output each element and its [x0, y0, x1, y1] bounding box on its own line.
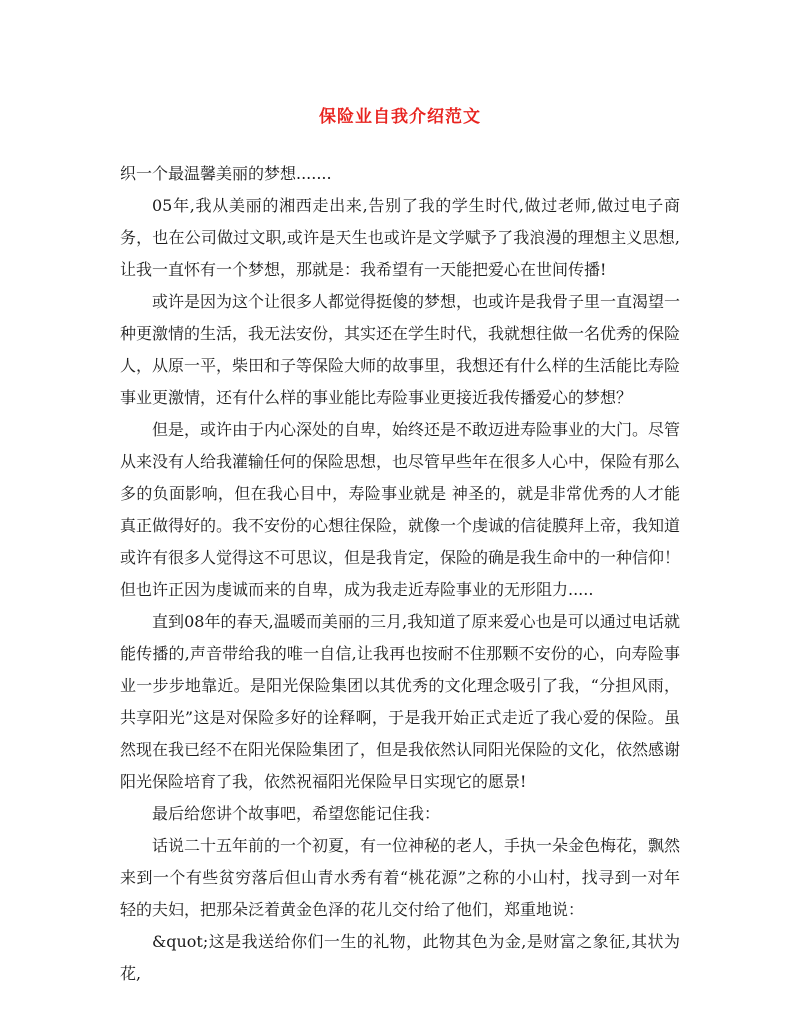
paragraph-hesitation: 但是，或许由于内心深处的自卑，始终还是不敢迈进寿险事业的大门。尽管从来没有人给我灌输任何的保险思想，也尽管早些年在很多人心中，保险有那么多的负面影响，但在我心目中，寿险事业就是 神圣的，就是非常优秀的人才能真正做得好的。我不安份的心想往保险，就像一个虔诚的信徒膜拜上帝，我知道或许有很多人觉得这不可思议，但是我肯定，保险的确是我生命中的一种信仰！但也许正因为虔诚而来的自卑，成为我走近寿险事业的无形阻力.....: [120, 420, 681, 599]
paragraph-story: 话说二十五年前的一个初夏，有一位神秘的老人，手执一朵金色梅花，飘然来到一个有些贫穷落后但山青水秀有着“桃花源”之称的小山村，找寻到一对年轻的夫妇，把那朵泛着黄金色泽的花儿交付给了他们，郑重地说：: [120, 836, 681, 919]
paragraph-dream: 织一个最温馨美丽的梦想.......: [120, 164, 332, 183]
paragraph-intro: 05年,我从美丽的湘西走出来,告别了我的学生时代,做过老师,做过电子商务，也在公司做过文职,或许是天生也或许是文学赋予了我浪漫的理想主义思想,让我一直怀有一个梦想，那就是：我希望有一天能把爱心在世间传播!: [120, 196, 680, 279]
paragraph-story-intro: 最后给您讲个故事吧，希望您能记住我：: [152, 804, 441, 823]
paragraph-sunshine: 直到08年的春天,温暖而美丽的三月,我知道了原来爱心也是可以通过电话就能传播的,声音带给我的唯一自信,让我再也按耐不住那颗不安份的心，向寿险事业一步步地靠近。是阳光保险集团以其优秀的文化理念吸引了我，“分担风雨，共享阳光”这是对保险多好的诠释啊，于是我开始正式走近了我心爱的保险。虽然现在我已经不在阳光保险集团了，但是我依然认同阳光保险的文化，依然感谢阳光保险培育了我，依然祝福阳光保险早日实现它的愿景!: [120, 612, 681, 791]
document-title: 保险业自我介绍范文: [319, 107, 481, 127]
paragraph-aspiration: 或许是因为这个让很多人都觉得挺傻的梦想，也或许是我骨子里一直渴望一种更激情的生活，我无法安份，其实还在学生时代，我就想往做一名优秀的保险人，从原一平，柴田和子等保险大师的故事里，我想还有什么样的生活能比寿险事业更激情，还有什么样的事业能比寿险事业更接近我传播爱心的梦想？: [120, 292, 681, 407]
document-body: [120, 158, 680, 990]
paragraph-quote: &quot;这是我送给你们一生的礼物，此物其色为金,是财富之象征,其状为花,: [120, 932, 680, 983]
